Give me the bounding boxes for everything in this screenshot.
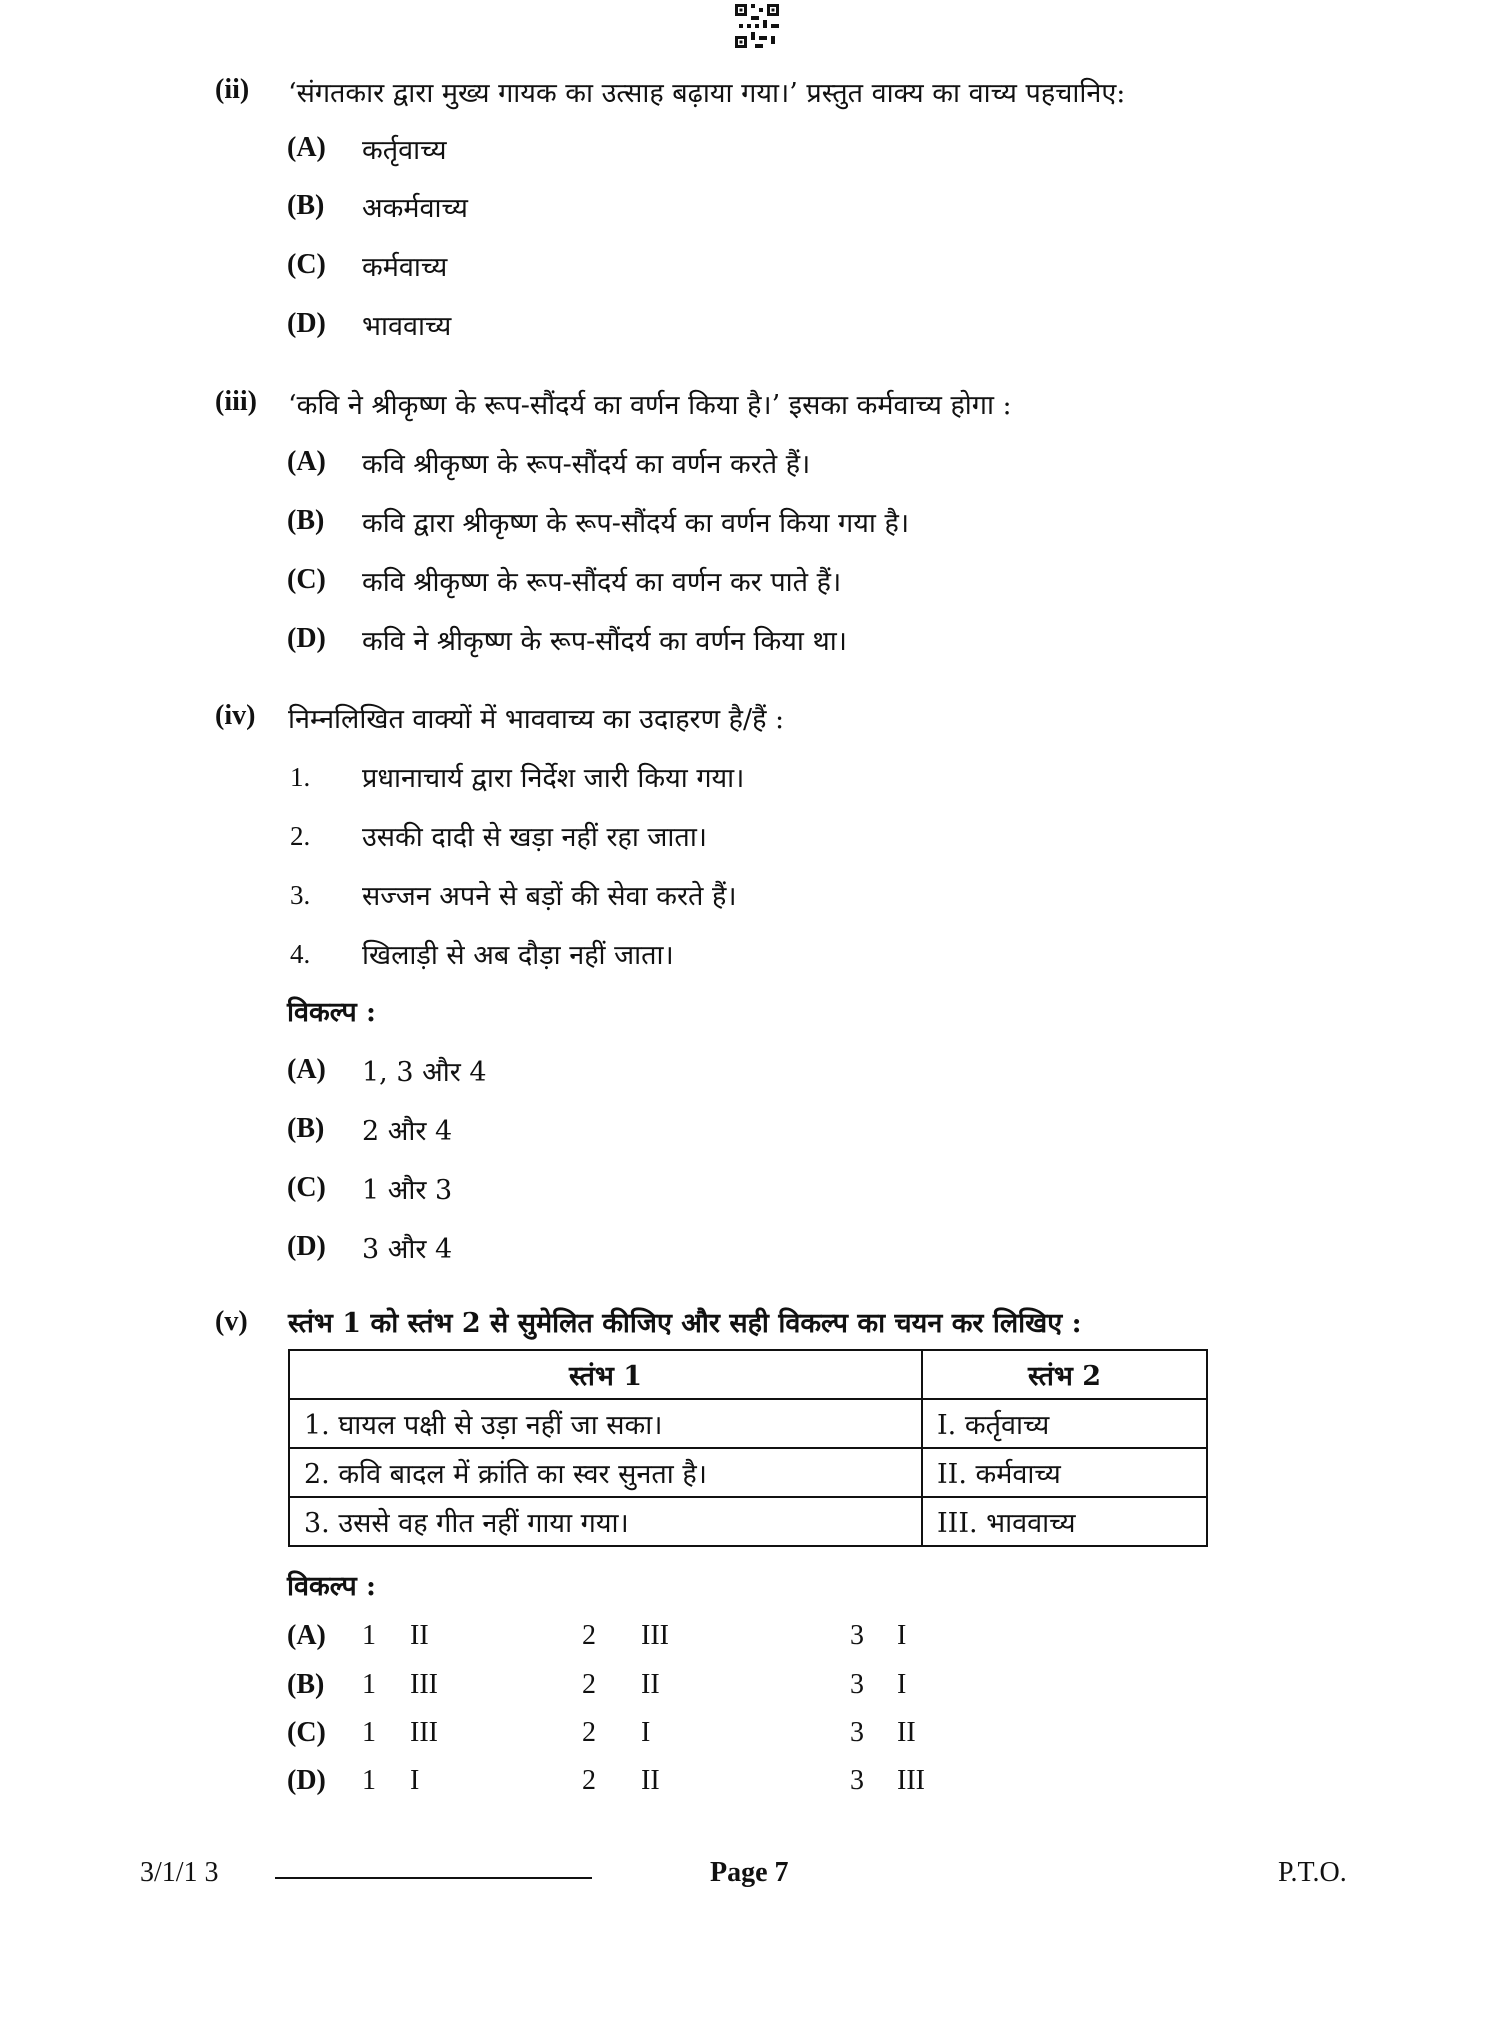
table-row — [289, 1448, 1207, 1497]
matching-table — [288, 1349, 1208, 1547]
option-label: (A) — [287, 132, 326, 163]
option-col2-value: I — [641, 1717, 651, 1748]
option-text: 3 और 4 — [362, 1234, 453, 1265]
option-label: (C) — [287, 564, 326, 595]
option-col2-value: II — [641, 1765, 660, 1796]
option-col3-num: 3 — [850, 1717, 864, 1748]
option-col2-num: 2 — [582, 1765, 596, 1796]
option-col3-value: I — [897, 1669, 907, 1700]
option-label: (B) — [287, 1669, 325, 1700]
option-col1-num: 1 — [362, 1765, 376, 1796]
statement-number: 4. — [290, 939, 311, 969]
option-label: (A) — [287, 446, 326, 477]
table-row — [289, 1399, 1207, 1448]
option-col3-num: 3 — [850, 1620, 864, 1651]
statement-number: 1. — [290, 762, 311, 792]
table-cell: 1. घायल पक्षी से उड़ा नहीं जा सका। — [289, 1399, 922, 1448]
please-turn-over: P.T.O. — [1278, 1857, 1347, 1888]
table-cell: II. कर्मवाच्य — [922, 1448, 1207, 1497]
qr-code-icon — [735, 4, 779, 48]
question-text: ‘कवि ने श्रीकृष्ण के रूप-सौंदर्य का वर्णन किया है।’ इसका कर्मवाच्य होगा : — [288, 390, 1012, 421]
table-header: स्तंभ 2 — [922, 1350, 1207, 1399]
option-text: 1 और 3 — [362, 1175, 453, 1206]
option-col1-num: 1 — [362, 1669, 376, 1700]
option-label: (C) — [287, 1717, 326, 1748]
option-col1-value: I — [410, 1765, 420, 1796]
table-cell: 3. उससे वह गीत नहीं गाया गया। — [289, 1497, 922, 1546]
question-text: स्तंभ 1 को स्तंभ 2 से सुमेलित कीजिए और सही विकल्प का चयन कर लिखिए : — [288, 1308, 1082, 1339]
option-label: (D) — [287, 1231, 326, 1262]
page-number: Page 7 — [710, 1857, 789, 1888]
statement-text: खिलाड़ी से अब दौड़ा नहीं जाता। — [362, 940, 674, 971]
table-cell: III. भाववाच्य — [922, 1497, 1207, 1546]
option-text: 1, 3 और 4 — [362, 1057, 487, 1088]
statement-text: सज्जन अपने से बड़ों की सेवा करते हैं। — [362, 881, 737, 912]
option-label: (B) — [287, 190, 325, 221]
question-text: निम्नलिखित वाक्यों में भाववाच्य का उदाहरण है/हैं : — [288, 704, 785, 735]
option-text: कवि द्वारा श्रीकृष्ण के रूप-सौंदर्य का वर्णन किया गया है। — [362, 508, 910, 539]
option-label: (A) — [287, 1620, 326, 1651]
option-col3-value: I — [897, 1620, 907, 1651]
option-col2-num: 2 — [582, 1717, 596, 1748]
question-number: (iv) — [215, 700, 256, 731]
option-col1-value: III — [410, 1669, 438, 1700]
statement-text: प्रधानाचार्य द्वारा निर्देश जारी किया गया। — [362, 763, 745, 794]
question-number: (ii) — [215, 74, 250, 105]
option-col2-num: 2 — [582, 1669, 596, 1700]
statement-number: 3. — [290, 880, 311, 910]
option-label: (D) — [287, 1765, 326, 1796]
question-number: (iii) — [215, 386, 257, 417]
option-col3-value: II — [897, 1717, 916, 1748]
option-col1-num: 1 — [362, 1717, 376, 1748]
option-label: (C) — [287, 249, 326, 280]
option-label: (C) — [287, 1172, 326, 1203]
footer-divider — [275, 1877, 592, 1879]
option-col2-num: 2 — [582, 1620, 596, 1651]
option-label: (B) — [287, 505, 325, 536]
option-label: (D) — [287, 623, 326, 654]
statement-text: उसकी दादी से खड़ा नहीं रहा जाता। — [362, 822, 708, 853]
option-text: कवि ने श्रीकृष्ण के रूप-सौंदर्य का वर्णन किया था। — [362, 626, 847, 657]
question-paper-code: 3/1/1 3 — [140, 1857, 219, 1888]
question-number: (v) — [215, 1306, 248, 1337]
option-col3-num: 3 — [850, 1765, 864, 1796]
option-text: अकर्मवाच्य — [362, 193, 468, 224]
options-heading: विकल्प : — [287, 1571, 377, 1602]
option-label: (A) — [287, 1054, 326, 1085]
table-cell: I. कर्तृवाच्य — [922, 1399, 1207, 1448]
option-text: कर्तृवाच्य — [362, 135, 447, 166]
option-label: (D) — [287, 308, 326, 339]
option-col3-value: III — [897, 1765, 925, 1796]
statement-number: 2. — [290, 821, 311, 851]
question-text: ‘संगतकार द्वारा मुख्य गायक का उत्साह बढ़ाया गया।’ प्रस्तुत वाक्य का वाच्य पहचानिए: — [288, 78, 1126, 109]
option-col1-num: 1 — [362, 1620, 376, 1651]
table-cell: 2. कवि बादल में क्रांति का स्वर सुनता है। — [289, 1448, 922, 1497]
option-col3-num: 3 — [850, 1669, 864, 1700]
option-label: (B) — [287, 1113, 325, 1144]
option-col2-value: III — [641, 1620, 669, 1651]
option-text: भाववाच्य — [362, 311, 452, 342]
option-text: कवि श्रीकृष्ण के रूप-सौंदर्य का वर्णन कर पाते हैं। — [362, 567, 842, 598]
options-heading: विकल्प : — [287, 997, 377, 1028]
table-header-row — [289, 1350, 1207, 1399]
option-text: 2 और 4 — [362, 1116, 453, 1147]
option-text: कर्मवाच्य — [362, 252, 448, 283]
option-text: कवि श्रीकृष्ण के रूप-सौंदर्य का वर्णन करते हैं। — [362, 449, 811, 480]
option-col1-value: II — [410, 1620, 429, 1651]
option-col2-value: II — [641, 1669, 660, 1700]
table-header: स्तंभ 1 — [289, 1350, 922, 1399]
option-col1-value: III — [410, 1717, 438, 1748]
table-row — [289, 1497, 1207, 1546]
